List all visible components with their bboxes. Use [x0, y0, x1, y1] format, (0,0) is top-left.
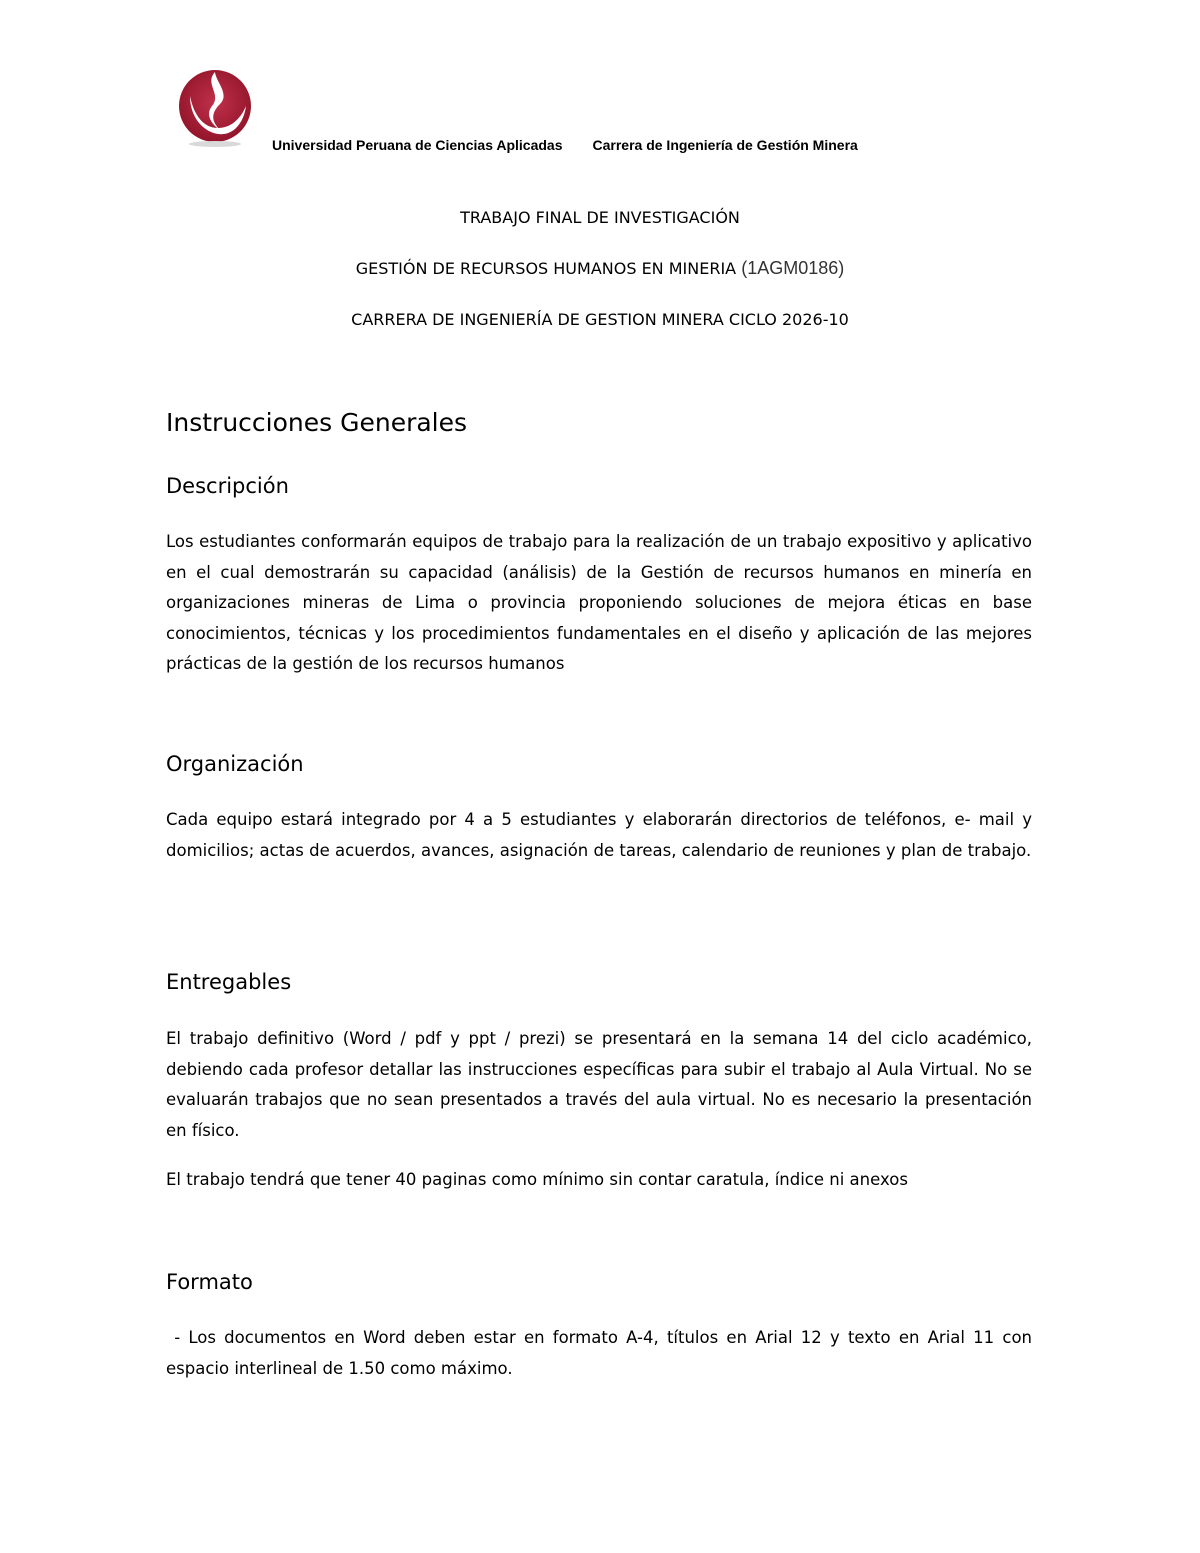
section-text-entregables-1: El trabajo definitivo (Word / pdf y ppt / prezi) se presentará en la semana 14 del ciclo académico, debiendo cada profesor detallar las instrucciones específicas para subir el trabajo al Aula Virtual. No se evaluarán trabajos que no sean presentados a través del aula virtual. No es necesario la presentación en físico. [166, 1029, 1032, 1140]
section-heading-descripcion: Descripción [166, 474, 289, 498]
course-title [0, 258, 1200, 279]
title-line-1: TRABAJO FINAL DE INVESTIGACIÓN [460, 208, 740, 227]
document-header [272, 137, 858, 153]
document-title [0, 208, 1200, 227]
title-line-2: GESTIÓN DE RECURSOS HUMANOS EN MINERIA [355, 259, 737, 278]
section-heading-entregables: Entregables [166, 970, 292, 994]
section-heading-formato: Formato [166, 1270, 253, 1294]
university-name: Universidad Peruana de Ciencias Aplicadas [272, 137, 563, 153]
section-text-entregables-2: El trabajo tendrá que tener 40 paginas como mínimo sin contar caratula, índice ni anexos [166, 1170, 908, 1189]
course-code: (1AGM0186) [741, 258, 845, 278]
upc-logo-icon [176, 66, 254, 148]
section-heading-organizacion: Organización [166, 752, 304, 776]
title-line-3: CARRERA DE INGENIERÍA DE GESTION MINERA CICLO 2026-10 [351, 310, 849, 329]
career-name: Carrera de Ingeniería de Gestión Minera [592, 137, 858, 153]
section-text-organizacion: Cada equipo estará integrado por 4 a 5 estudiantes y elaborarán directorios de teléfonos, e- mail y domicilios; actas de acuerdos, avances, asignación de tareas, calendario de reuniones y plan de trabajo. [166, 810, 1032, 860]
career-cycle-title [0, 310, 1200, 329]
section-text-descripcion: Los estudiantes conformarán equipos de trabajo para la realización de un trabajo expositivo y aplicativo en el cual demostrarán su capacidad (análisis) de la Gestión de recursos humanos en minería en organizaciones mineras de Lima o provincia proponiendo soluciones de mejora éticas en base conocimientos, técnicas y los procedimientos fundamentales en el diseño y aplicación de las mejores prácticas de la gestión de los recursos humanos [166, 532, 1032, 673]
main-heading: Instrucciones Generales [166, 408, 468, 437]
section-text-formato: - Los documentos en Word deben estar en formato A-4, títulos en Arial 12 y texto en Arial 11 con espacio interlineal de 1.50 como máximo. [166, 1328, 1038, 1378]
